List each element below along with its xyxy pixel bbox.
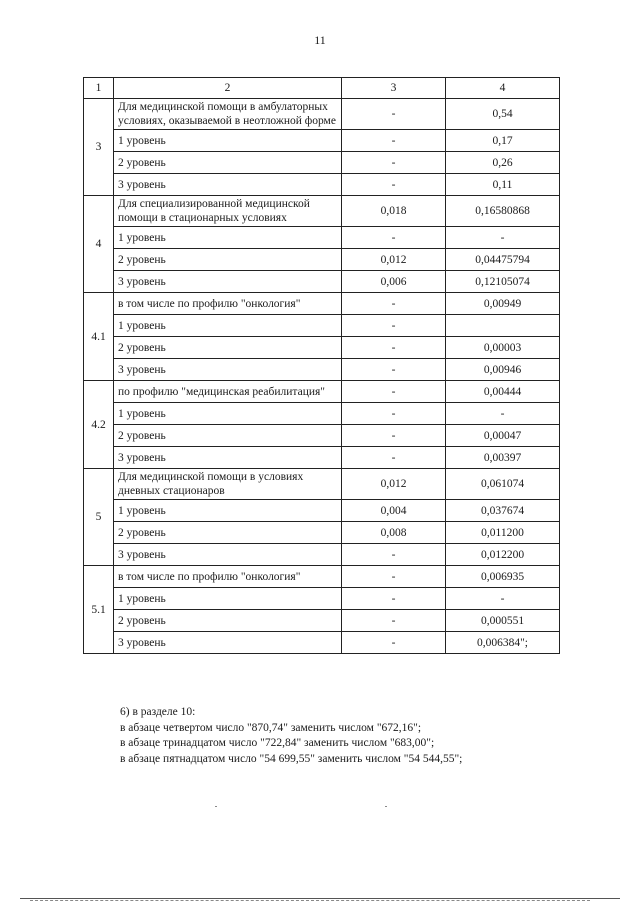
column-3-value-cell: - xyxy=(342,359,446,381)
indicator-name-cell: 3 уровень xyxy=(114,271,342,293)
column-4-value-cell: 0,26 xyxy=(446,152,560,174)
table-row xyxy=(84,152,560,174)
indicator-name-cell: 1 уровень xyxy=(114,130,342,152)
column-3-value-cell: - xyxy=(342,610,446,632)
table-row xyxy=(84,196,560,227)
indicator-name-cell: в том числе по профилю "онкология" xyxy=(114,293,342,315)
column-4-value-cell: 0,04475794 xyxy=(446,249,560,271)
column-3-value-cell: 0,012 xyxy=(342,249,446,271)
column-3-value-cell: - xyxy=(342,425,446,447)
indicator-name-cell: 1 уровень xyxy=(114,588,342,610)
column-4-value-cell: 0,00949 xyxy=(446,293,560,315)
indicator-name-cell: 1 уровень xyxy=(114,500,342,522)
indicator-name-cell: в том числе по профилю "онкология" xyxy=(114,566,342,588)
header-cell-2: 2 xyxy=(114,78,342,99)
table-row xyxy=(84,337,560,359)
column-4-value-cell: 0,000551 xyxy=(446,610,560,632)
table-row xyxy=(84,271,560,293)
column-3-value-cell: - xyxy=(342,337,446,359)
indicator-name-cell: 2 уровень xyxy=(114,152,342,174)
note-line: в абзаце пятнадцатом число "54 699,55" заменить числом "54 544,55"; xyxy=(120,752,463,765)
note-section-heading: 6) в разделе 10: xyxy=(120,706,196,718)
column-3-value-cell: 0,008 xyxy=(342,522,446,544)
table-row xyxy=(84,403,560,425)
indicator-name-cell: по профилю "медицинская реабилитация" xyxy=(114,381,342,403)
column-3-value-cell: - xyxy=(342,544,446,566)
table-row xyxy=(84,99,560,130)
column-4-value-cell: 0,54 xyxy=(446,99,560,130)
scan-edge-line xyxy=(20,898,620,899)
indicator-name-cell: 2 уровень xyxy=(114,610,342,632)
indicator-name-cell: Для медицинской помощи в амбулаторных условиях, оказываемой в неотложной форме xyxy=(114,99,342,130)
column-3-value-cell: - xyxy=(342,174,446,196)
column-4-value-cell: 0,17 xyxy=(446,130,560,152)
column-3-value-cell: - xyxy=(342,152,446,174)
table-row xyxy=(84,293,560,315)
indicator-name-cell: 3 уровень xyxy=(114,447,342,469)
scan-speck xyxy=(385,806,387,807)
column-3-value-cell: - xyxy=(342,381,446,403)
table-row xyxy=(84,227,560,249)
indicator-name-cell: 1 уровень xyxy=(114,403,342,425)
indicator-name-cell: Для специализированной медицинской помощи в стационарных условиях xyxy=(114,196,342,227)
table-row xyxy=(84,610,560,632)
row-number-cell: 4.2 xyxy=(84,381,114,469)
column-3-value-cell: - xyxy=(342,293,446,315)
column-4-value-cell xyxy=(446,315,560,337)
row-number-cell: 5 xyxy=(84,469,114,566)
page-number: 11 xyxy=(314,33,326,47)
indicator-name-cell: 2 уровень xyxy=(114,337,342,359)
column-4-value-cell: 0,16580868 xyxy=(446,196,560,227)
column-4-value-cell: 0,006935 xyxy=(446,566,560,588)
table-row xyxy=(84,359,560,381)
column-4-value-cell: 0,006384"; xyxy=(446,632,560,654)
indicator-name-cell: Для медицинской помощи в условиях дневных стационаров xyxy=(114,469,342,500)
indicator-name-cell: 2 уровень xyxy=(114,249,342,271)
table-row xyxy=(84,522,560,544)
header-cell-4: 4 xyxy=(446,78,560,99)
column-4-value-cell: 0,00397 xyxy=(446,447,560,469)
row-number-cell: 4.1 xyxy=(84,293,114,381)
row-number-cell: 5.1 xyxy=(84,566,114,654)
header-cell-1: 1 xyxy=(84,78,114,99)
column-3-value-cell: - xyxy=(342,447,446,469)
scan-speck xyxy=(215,806,217,807)
note-line: в абзаце тринадцатом число "722,84" заменить числом "683,00"; xyxy=(120,737,435,749)
table-row xyxy=(84,632,560,654)
table-row xyxy=(84,174,560,196)
indicator-name-cell: 2 уровень xyxy=(114,522,342,544)
column-3-value-cell: - xyxy=(342,99,446,130)
column-3-value-cell: 0,004 xyxy=(342,500,446,522)
row-number-cell: 4 xyxy=(84,196,114,293)
indicator-name-cell: 1 уровень xyxy=(114,227,342,249)
column-4-value-cell: 0,012200 xyxy=(446,544,560,566)
column-3-value-cell: 0,012 xyxy=(342,469,446,500)
indicator-name-cell: 3 уровень xyxy=(114,174,342,196)
indicator-name-cell: 1 уровень xyxy=(114,315,342,337)
column-4-value-cell: 0,12105074 xyxy=(446,271,560,293)
table-body xyxy=(84,78,560,654)
table-row xyxy=(84,588,560,610)
table-row xyxy=(84,381,560,403)
scan-edge-line xyxy=(30,900,590,901)
indicator-name-cell: 3 уровень xyxy=(114,359,342,381)
column-3-value-cell: - xyxy=(342,315,446,337)
column-3-value-cell: 0,018 xyxy=(342,196,446,227)
column-3-value-cell: - xyxy=(342,566,446,588)
column-4-value-cell: 0,00047 xyxy=(446,425,560,447)
column-4-value-cell: 0,00946 xyxy=(446,359,560,381)
amendment-table xyxy=(83,77,560,654)
column-4-value-cell: - xyxy=(446,227,560,249)
column-4-value-cell: 0,00003 xyxy=(446,337,560,359)
table-row xyxy=(84,469,560,500)
indicator-name-cell: 2 уровень xyxy=(114,425,342,447)
column-3-value-cell: - xyxy=(342,632,446,654)
table-row xyxy=(84,566,560,588)
table-row xyxy=(84,500,560,522)
indicator-name-cell: 3 уровень xyxy=(114,544,342,566)
amendment-notes xyxy=(120,705,600,767)
table-row xyxy=(84,249,560,271)
table-row xyxy=(84,544,560,566)
table-header-row xyxy=(84,78,560,99)
column-4-value-cell: - xyxy=(446,403,560,425)
column-4-value-cell: 0,00444 xyxy=(446,381,560,403)
column-4-value-cell: 0,11 xyxy=(446,174,560,196)
column-3-value-cell: 0,006 xyxy=(342,271,446,293)
table-row xyxy=(84,447,560,469)
column-3-value-cell: - xyxy=(342,588,446,610)
column-4-value-cell: - xyxy=(446,588,560,610)
column-3-value-cell: - xyxy=(342,403,446,425)
indicator-name-cell: 3 уровень xyxy=(114,632,342,654)
column-4-value-cell: 0,037674 xyxy=(446,500,560,522)
table-row xyxy=(84,130,560,152)
column-4-value-cell: 0,061074 xyxy=(446,469,560,500)
header-cell-3: 3 xyxy=(342,78,446,99)
table-row xyxy=(84,425,560,447)
table-row xyxy=(84,315,560,337)
column-3-value-cell: - xyxy=(342,227,446,249)
row-number-cell: 3 xyxy=(84,99,114,196)
note-line: в абзаце четвертом число "870,74" заменить числом "672,16"; xyxy=(120,721,422,734)
column-3-value-cell: - xyxy=(342,130,446,152)
column-4-value-cell: 0,011200 xyxy=(446,522,560,544)
